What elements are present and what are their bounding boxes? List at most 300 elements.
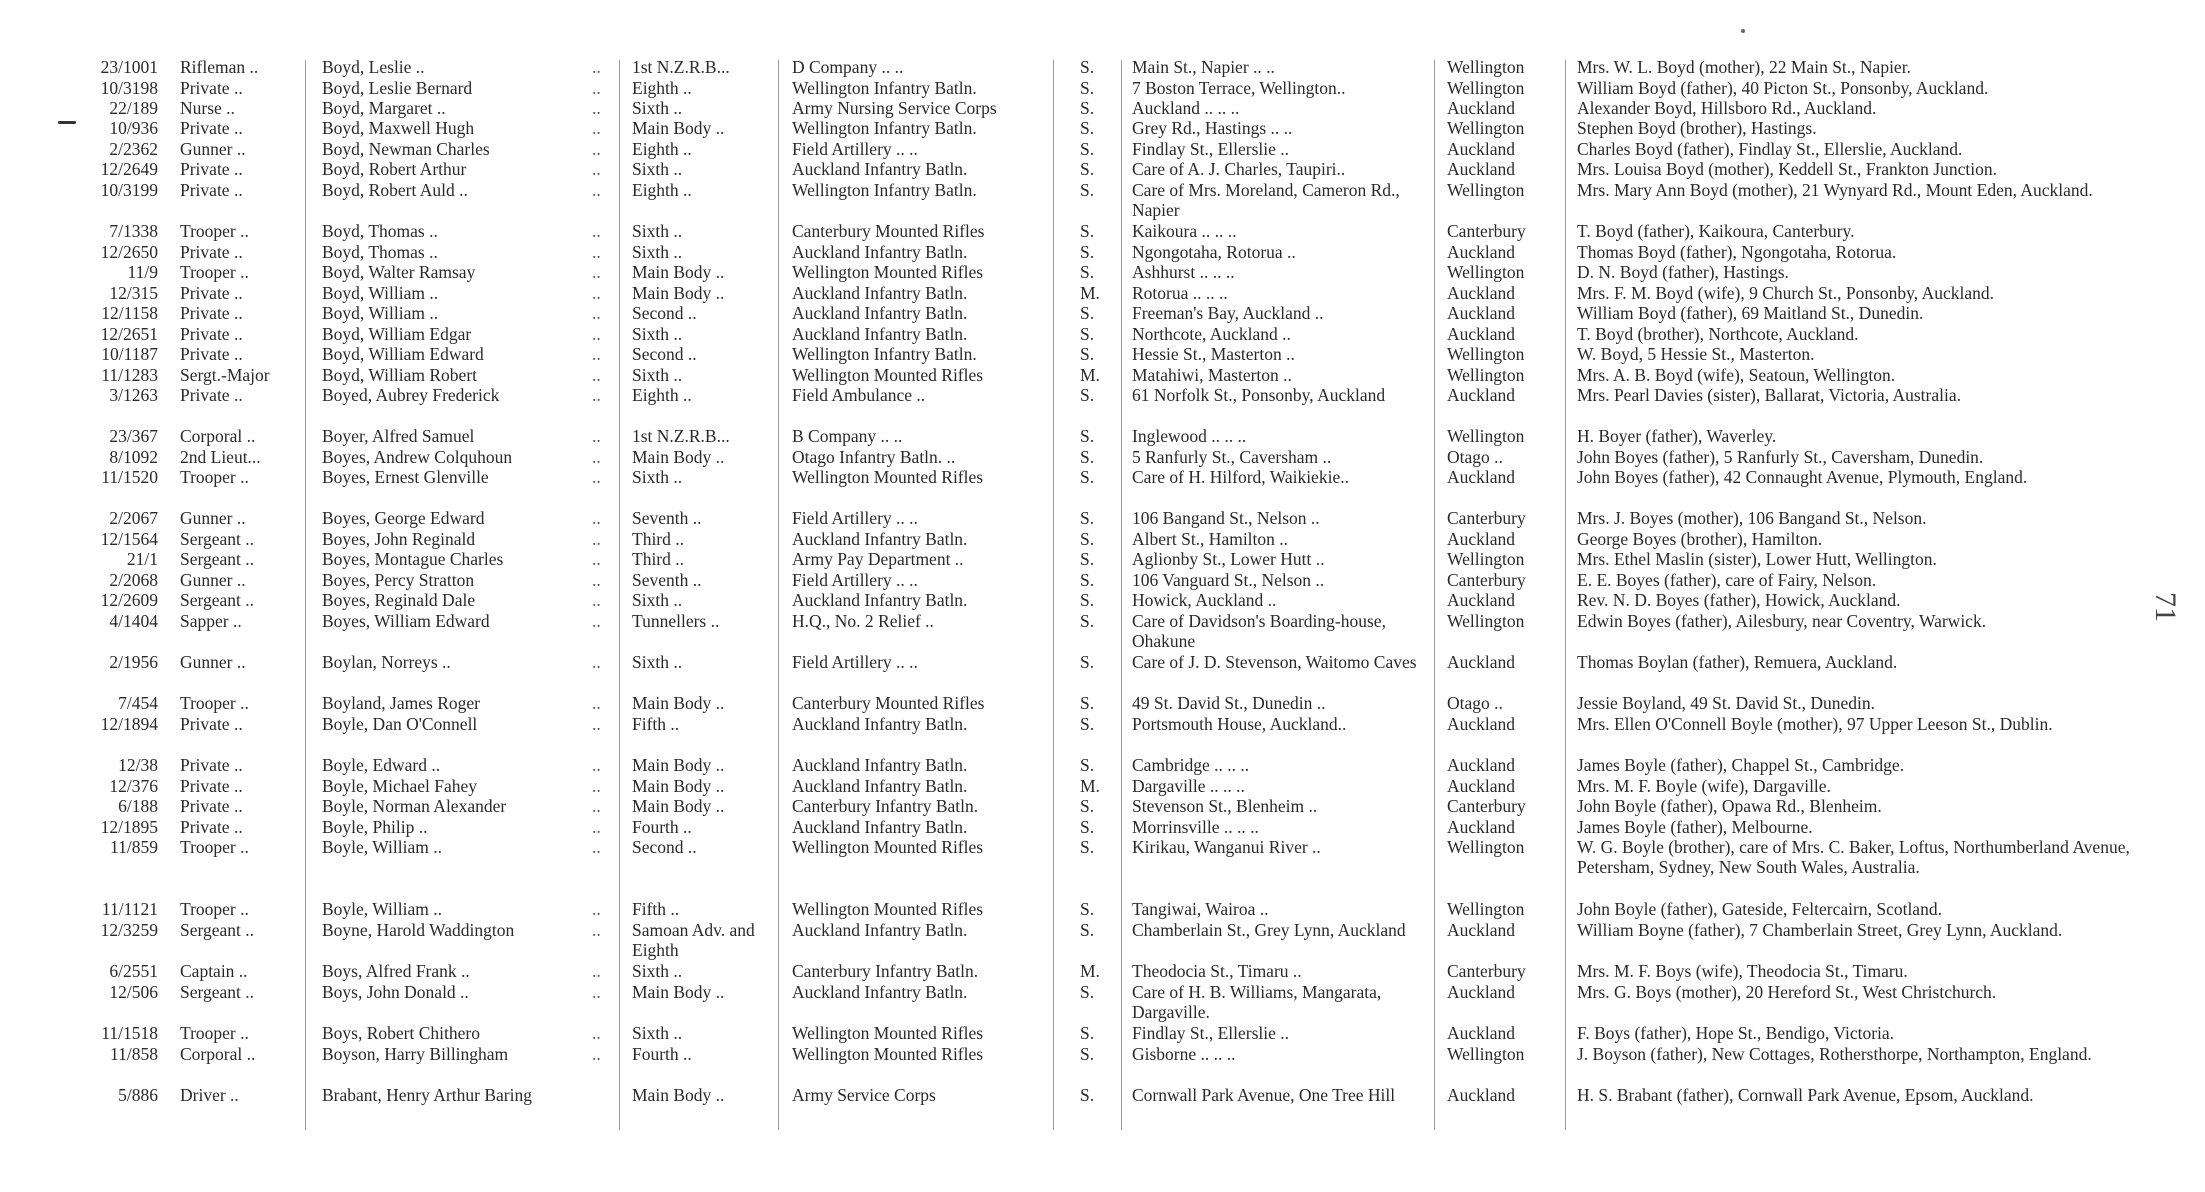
soldier-name: Boyle, Edward .. xyxy=(322,755,441,775)
district: Wellington xyxy=(1447,837,1525,857)
name-leader-dots: .. xyxy=(592,652,601,672)
district: Wellington xyxy=(1447,57,1525,77)
last-address: 5 Ranfurly St., Caversham .. xyxy=(1132,447,1332,467)
marital-status: M. xyxy=(1080,776,1100,796)
district: Canterbury xyxy=(1447,570,1526,590)
reinforcement: Main Body .. xyxy=(632,262,725,282)
rank: Trooper .. xyxy=(180,221,249,241)
rank: Private .. xyxy=(180,817,243,837)
regimental-number: 12/2649 xyxy=(100,159,158,179)
district: Canterbury xyxy=(1447,961,1526,981)
district: Auckland xyxy=(1447,817,1516,837)
last-address: Auckland .. .. .. xyxy=(1132,98,1240,118)
marital-status: S. xyxy=(1080,982,1095,1002)
last-address: Hessie St., Masterton .. xyxy=(1132,344,1295,364)
regimental-number: 6/2551 xyxy=(109,961,158,981)
unit: Wellington Mounted Rifles xyxy=(792,262,984,282)
reinforcement: Sixth .. xyxy=(632,98,683,118)
next-of-kin: William Boyd (father), 40 Picton St., Ponsonby, Auckland. xyxy=(1577,78,1989,98)
regimental-number: 12/315 xyxy=(109,283,158,303)
reinforcement: Main Body .. xyxy=(632,796,725,816)
reinforcement: Main Body .. xyxy=(632,982,725,1002)
next-of-kin: Mrs. Louisa Boyd (mother), Keddell St., Frankton Junction. xyxy=(1577,159,1997,179)
marital-status: S. xyxy=(1080,242,1095,262)
marital-status: S. xyxy=(1080,447,1095,467)
last-address: Cornwall Park Avenue, One Tree Hill xyxy=(1132,1085,1396,1105)
unit: Army Pay Department .. xyxy=(792,549,964,569)
unit: Otago Infantry Batln. .. xyxy=(792,447,956,467)
regimental-number: 11/1520 xyxy=(101,467,158,487)
district: Auckland xyxy=(1447,755,1516,775)
rank: Captain .. xyxy=(180,961,248,981)
next-of-kin: Jessie Boyland, 49 St. David St., Dunedin. xyxy=(1577,693,1875,713)
next-of-kin: Mrs. J. Boyes (mother), 106 Bangand St., Nelson. xyxy=(1577,508,1927,528)
soldier-name: Boyd, Leslie Bernard xyxy=(322,78,473,98)
next-of-kin: Mrs. A. B. Boyd (wife), Seatoun, Wellington. xyxy=(1577,365,1896,385)
next-of-kin: W. Boyd, 5 Hessie St., Masterton. xyxy=(1577,344,1815,364)
next-of-kin: T. Boyd (father), Kaikoura, Canterbury. xyxy=(1577,221,1855,241)
reinforcement: Eighth .. xyxy=(632,385,692,405)
regimental-number: 21/1 xyxy=(126,549,158,569)
last-address: Stevenson St., Blenheim .. xyxy=(1132,796,1318,816)
reinforcement: Eighth .. xyxy=(632,139,692,159)
name-leader-dots: .. xyxy=(592,776,601,796)
next-of-kin: Mrs. Pearl Davies (sister), Ballarat, Victoria, Australia. xyxy=(1577,385,1962,405)
reinforcement: Second .. xyxy=(632,837,697,857)
district: Auckland xyxy=(1447,1023,1516,1043)
rank: Rifleman .. xyxy=(180,57,259,77)
soldier-name: Boyle, William .. xyxy=(322,837,443,857)
unit: Auckland Infantry Batln. xyxy=(792,590,968,610)
unit: H.Q., No. 2 Relief .. xyxy=(792,611,934,631)
unit: Wellington Mounted Rifles xyxy=(792,1023,984,1043)
district: Otago .. xyxy=(1447,447,1503,467)
next-of-kin: H. Boyer (father), Waverley. xyxy=(1577,426,1777,446)
name-leader-dots: .. xyxy=(592,920,601,940)
soldier-name: Boyd, Walter Ramsay xyxy=(322,262,476,282)
next-of-kin: William Boyd (father), 69 Maitland St., Dunedin. xyxy=(1577,303,1924,323)
regimental-number: 12/38 xyxy=(118,755,158,775)
district: Wellington xyxy=(1447,262,1525,282)
soldier-name: Boyd, Robert Auld .. xyxy=(322,180,468,200)
last-address: Albert St., Hamilton .. xyxy=(1132,529,1289,549)
last-address: Inglewood .. .. .. xyxy=(1132,426,1247,446)
district: Auckland xyxy=(1447,467,1516,487)
name-leader-dots: .. xyxy=(592,221,601,241)
district: Wellington xyxy=(1447,549,1525,569)
marital-status: S. xyxy=(1080,159,1095,179)
regimental-number: 12/2609 xyxy=(100,590,158,610)
soldier-name: Boyd, William .. xyxy=(322,283,439,303)
soldier-name: Brabant, Henry Arthur Baring xyxy=(322,1085,532,1105)
reinforcement: Main Body .. xyxy=(632,755,725,775)
reinforcement: Sixth .. xyxy=(632,961,683,981)
soldier-name: Boyd, William Edgar xyxy=(322,324,472,344)
regimental-number: 10/3199 xyxy=(100,180,158,200)
unit: Canterbury Mounted Rifles xyxy=(792,693,985,713)
name-leader-dots: .. xyxy=(592,303,601,323)
soldier-name: Boyle, Philip .. xyxy=(322,817,428,837)
unit: Field Artillery .. .. xyxy=(792,139,918,159)
regimental-number: 12/1894 xyxy=(100,714,158,734)
soldier-name: Boyd, William .. xyxy=(322,303,439,323)
next-of-kin: Mrs. M. F. Boys (wife), Theodocia St., Timaru. xyxy=(1577,961,1908,981)
unit: Auckland Infantry Batln. xyxy=(792,755,968,775)
unit: Field Artillery .. .. xyxy=(792,508,918,528)
regimental-number: 23/367 xyxy=(109,426,158,446)
soldier-name: Boyle, Dan O'Connell xyxy=(322,714,478,734)
regimental-number: 4/1404 xyxy=(109,611,158,631)
soldier-name: Boyd, Thomas .. xyxy=(322,242,438,262)
rank: Private .. xyxy=(180,283,243,303)
unit: Army Service Corps xyxy=(792,1085,936,1105)
reinforcement: Fourth .. xyxy=(632,817,692,837)
district: Auckland xyxy=(1447,385,1516,405)
marital-status: S. xyxy=(1080,714,1095,734)
last-address: Freeman's Bay, Auckland .. xyxy=(1132,303,1324,323)
reinforcement: Second .. xyxy=(632,303,697,323)
regimental-number: 12/376 xyxy=(109,776,158,796)
regimental-number: 23/1001 xyxy=(100,57,158,77)
regimental-number: 7/1338 xyxy=(109,221,158,241)
rank: Sapper .. xyxy=(180,611,242,631)
reinforcement: Second .. xyxy=(632,344,697,364)
regimental-number: 12/1564 xyxy=(100,529,158,549)
soldier-name: Boyd, Newman Charles xyxy=(322,139,490,159)
next-of-kin: George Boyes (brother), Hamilton. xyxy=(1577,529,1823,549)
unit: B Company .. .. xyxy=(792,426,903,446)
marital-status: M. xyxy=(1080,283,1100,303)
next-of-kin: H. S. Brabant (father), Cornwall Park Avenue, Epsom, Auckland. xyxy=(1577,1085,2034,1105)
next-of-kin: James Boyle (father), Melbourne. xyxy=(1577,817,1813,837)
district: Wellington xyxy=(1447,426,1525,446)
reinforcement: Sixth .. xyxy=(632,221,683,241)
unit: Wellington Infantry Batln. xyxy=(792,344,977,364)
regimental-number: 10/936 xyxy=(109,118,158,138)
unit: Canterbury Infantry Batln. xyxy=(792,796,979,816)
unit: Auckland Infantry Batln. xyxy=(792,714,968,734)
next-of-kin: Mrs. Ethel Maslin (sister), Lower Hutt, Wellington. xyxy=(1577,549,1937,569)
regimental-number: 2/2067 xyxy=(109,508,158,528)
marital-status: S. xyxy=(1080,693,1095,713)
marital-status: S. xyxy=(1080,57,1095,77)
next-of-kin: Mrs. Ellen O'Connell Boyle (mother), 97 Upper Leeson St., Dublin. xyxy=(1577,714,2053,734)
last-address: Care of Mrs. Moreland, Cameron Rd., Napier xyxy=(1132,180,1400,220)
name-leader-dots: .. xyxy=(592,139,601,159)
rank: Trooper .. xyxy=(180,467,249,487)
reinforcement: Sixth .. xyxy=(632,652,683,672)
unit: Auckland Infantry Batln. xyxy=(792,283,968,303)
marital-status: S. xyxy=(1080,549,1095,569)
reinforcement: Sixth .. xyxy=(632,1023,683,1043)
name-leader-dots: .. xyxy=(592,693,601,713)
rank: Trooper .. xyxy=(180,899,249,919)
regimental-number: 12/2651 xyxy=(100,324,158,344)
soldier-name: Boyer, Alfred Samuel xyxy=(322,426,475,446)
next-of-kin: John Boyle (father), Opawa Rd., Blenheim. xyxy=(1577,796,1882,816)
marital-status: S. xyxy=(1080,899,1095,919)
name-leader-dots: .. xyxy=(592,242,601,262)
name-leader-dots: .. xyxy=(592,899,601,919)
unit: Field Artillery .. .. xyxy=(792,570,918,590)
district: Wellington xyxy=(1447,611,1525,631)
reinforcement: Fourth .. xyxy=(632,1044,692,1064)
unit: Wellington Mounted Rifles xyxy=(792,365,984,385)
name-leader-dots: .. xyxy=(592,508,601,528)
marital-status: S. xyxy=(1080,385,1095,405)
next-of-kin: Thomas Boyd (father), Ngongotaha, Rotorua. xyxy=(1577,242,1897,262)
marital-status: S. xyxy=(1080,837,1095,857)
regimental-number: 11/859 xyxy=(110,837,158,857)
unit: Wellington Mounted Rifles xyxy=(792,1044,984,1064)
reinforcement: 1st N.Z.R.B... xyxy=(632,57,730,77)
name-leader-dots: .. xyxy=(592,796,601,816)
soldier-name: Boylan, Norreys .. xyxy=(322,652,451,672)
unit: Auckland Infantry Batln. xyxy=(792,303,968,323)
marital-status: S. xyxy=(1080,570,1095,590)
soldier-name: Boyle, William .. xyxy=(322,899,443,919)
marital-status: S. xyxy=(1080,1085,1095,1105)
unit: Field Ambulance .. xyxy=(792,385,926,405)
regimental-number: 12/1895 xyxy=(100,817,158,837)
marital-status: S. xyxy=(1080,262,1095,282)
next-of-kin: Edwin Boyes (father), Ailesbury, near Coventry, Warwick. xyxy=(1577,611,1987,631)
soldier-name: Boyes, Montague Charles xyxy=(322,549,504,569)
last-address: Ashhurst .. .. .. xyxy=(1132,262,1235,282)
marital-status: S. xyxy=(1080,98,1095,118)
last-address: 106 Bangand St., Nelson .. xyxy=(1132,508,1320,528)
next-of-kin: John Boyle (father), Gateside, Feltercairn, Scotland. xyxy=(1577,899,1942,919)
name-leader-dots: .. xyxy=(592,180,601,200)
reinforcement: Seventh .. xyxy=(632,570,702,590)
district: Auckland xyxy=(1447,283,1516,303)
last-address: Tangiwai, Wairoa .. xyxy=(1132,899,1269,919)
soldier-name: Boyes, John Reginald xyxy=(322,529,476,549)
rank: 2nd Lieut... xyxy=(180,447,261,467)
marital-status: S. xyxy=(1080,611,1095,631)
district: Auckland xyxy=(1447,324,1516,344)
rank: Sergeant .. xyxy=(180,549,255,569)
soldier-name: Boyd, Leslie .. xyxy=(322,57,425,77)
regimental-number: 12/506 xyxy=(109,982,158,1002)
name-leader-dots: .. xyxy=(592,159,601,179)
next-of-kin: T. Boyd (brother), Northcote, Auckland. xyxy=(1577,324,1859,344)
next-of-kin: D. N. Boyd (father), Hastings. xyxy=(1577,262,1789,282)
next-of-kin: Mrs. F. M. Boyd (wife), 9 Church St., Ponsonby, Auckland. xyxy=(1577,283,1994,303)
rank: Private .. xyxy=(180,385,243,405)
last-address: Northcote, Auckland .. xyxy=(1132,324,1291,344)
marital-status: S. xyxy=(1080,139,1095,159)
regimental-number: 12/3259 xyxy=(100,920,158,940)
last-address: Main St., Napier .. .. xyxy=(1132,57,1275,77)
regimental-number: 10/3198 xyxy=(100,78,158,98)
marital-status: S. xyxy=(1080,324,1095,344)
last-address: Kaikoura .. .. .. xyxy=(1132,221,1237,241)
rank: Private .. xyxy=(180,159,243,179)
unit: Army Nursing Service Corps xyxy=(792,98,997,118)
district: Canterbury xyxy=(1447,796,1526,816)
district: Wellington xyxy=(1447,118,1525,138)
name-leader-dots: .. xyxy=(592,57,601,77)
reinforcement: Seventh .. xyxy=(632,508,702,528)
name-leader-dots: .. xyxy=(592,344,601,364)
unit: Auckland Infantry Batln. xyxy=(792,776,968,796)
soldier-name: Boyes, George Edward xyxy=(322,508,485,528)
regimental-number: 7/454 xyxy=(118,693,158,713)
regimental-number: 2/2068 xyxy=(109,570,158,590)
name-leader-dots: .. xyxy=(592,755,601,775)
unit: Wellington Infantry Batln. xyxy=(792,118,977,138)
marital-status: S. xyxy=(1080,796,1095,816)
district: Wellington xyxy=(1447,180,1525,200)
name-leader-dots: .. xyxy=(592,426,601,446)
marital-status: S. xyxy=(1080,118,1095,138)
next-of-kin: Mrs. M. F. Boyle (wife), Dargaville. xyxy=(1577,776,1831,796)
reinforcement: Main Body .. xyxy=(632,776,725,796)
regimental-number: 11/858 xyxy=(110,1044,158,1064)
page-number: 71 xyxy=(2149,592,2182,622)
soldier-name: Boyd, Thomas .. xyxy=(322,221,438,241)
last-address: Care of Davidson's Boarding-house, Ohakune xyxy=(1132,611,1386,651)
last-address: Care of J. D. Stevenson, Waitomo Caves xyxy=(1132,652,1417,672)
district: Auckland xyxy=(1447,98,1516,118)
next-of-kin: James Boyle (father), Chappel St., Cambridge. xyxy=(1577,755,1905,775)
last-address: Ngongotaha, Rotorua .. xyxy=(1132,242,1296,262)
unit: Wellington Mounted Rifles xyxy=(792,837,984,857)
soldier-name: Boyd, William Edward xyxy=(322,344,484,364)
reinforcement: Main Body .. xyxy=(632,693,725,713)
unit: Auckland Infantry Batln. xyxy=(792,529,968,549)
last-address: Cambridge .. .. .. xyxy=(1132,755,1250,775)
reinforcement: Main Body .. xyxy=(632,1085,725,1105)
last-address: Aglionby St., Lower Hutt .. xyxy=(1132,549,1325,569)
unit: Field Artillery .. .. xyxy=(792,652,918,672)
marital-status: S. xyxy=(1080,920,1095,940)
reinforcement: Main Body .. xyxy=(632,447,725,467)
reinforcement: Sixth .. xyxy=(632,467,683,487)
last-address: Rotorua .. .. .. xyxy=(1132,283,1228,303)
reinforcement: Eighth .. xyxy=(632,180,692,200)
unit: Auckland Infantry Batln. xyxy=(792,159,968,179)
regimental-number: 8/1092 xyxy=(109,447,158,467)
rank: Sergeant .. xyxy=(180,529,255,549)
rank: Private .. xyxy=(180,180,243,200)
district: Auckland xyxy=(1447,242,1516,262)
district: Wellington xyxy=(1447,899,1525,919)
soldier-name: Boyes, Percy Stratton xyxy=(322,570,475,590)
rank: Private .. xyxy=(180,755,243,775)
rank: Private .. xyxy=(180,118,243,138)
name-leader-dots: .. xyxy=(592,365,601,385)
marital-status: M. xyxy=(1080,961,1100,981)
last-address: Care of H. Hilford, Waikiekie.. xyxy=(1132,467,1349,487)
rank: Private .. xyxy=(180,796,243,816)
marital-status: S. xyxy=(1080,1023,1095,1043)
rank: Private .. xyxy=(180,776,243,796)
reinforcement: Samoan Adv. and Eighth xyxy=(632,920,755,960)
next-of-kin: Mrs. G. Boys (mother), 20 Hereford St., West Christchurch. xyxy=(1577,982,1997,1002)
rank: Private .. xyxy=(180,303,243,323)
reinforcement: Eighth .. xyxy=(632,78,692,98)
name-leader-dots: .. xyxy=(592,837,601,857)
district: Wellington xyxy=(1447,78,1525,98)
district: Canterbury xyxy=(1447,508,1526,528)
soldier-name: Boyes, Reginald Dale xyxy=(322,590,476,610)
last-address: Portsmouth House, Auckland.. xyxy=(1132,714,1347,734)
unit: Wellington Mounted Rifles xyxy=(792,899,984,919)
district: Auckland xyxy=(1447,1085,1516,1105)
district: Auckland xyxy=(1447,529,1516,549)
next-of-kin: John Boyes (father), 42 Connaught Avenue, Plymouth, England. xyxy=(1577,467,2028,487)
rank: Private .. xyxy=(180,714,243,734)
unit: Auckland Infantry Batln. xyxy=(792,817,968,837)
soldier-name: Boys, Alfred Frank .. xyxy=(322,961,470,981)
unit: Auckland Infantry Batln. xyxy=(792,324,968,344)
regimental-number: 6/188 xyxy=(118,796,158,816)
soldier-name: Boyes, Ernest Glenville xyxy=(322,467,489,487)
last-address: Care of A. J. Charles, Taupiri.. xyxy=(1132,159,1346,179)
next-of-kin: Charles Boyd (father), Findlay St., Ellerslie, Auckland. xyxy=(1577,139,1963,159)
unit: Canterbury Infantry Batln. xyxy=(792,961,979,981)
rank: Trooper .. xyxy=(180,837,249,857)
next-of-kin: Mrs. W. L. Boyd (mother), 22 Main St., Napier. xyxy=(1577,57,1911,77)
regimental-number: 10/1187 xyxy=(101,344,158,364)
soldier-name: Boyed, Aubrey Frederick xyxy=(322,385,500,405)
rank: Sergeant .. xyxy=(180,920,255,940)
reinforcement: Main Body .. xyxy=(632,118,725,138)
marital-status: S. xyxy=(1080,467,1095,487)
last-address: Dargaville .. .. .. xyxy=(1132,776,1245,796)
soldier-name: Boyland, James Roger xyxy=(322,693,480,713)
last-address: Findlay St., Ellerslie .. xyxy=(1132,139,1290,159)
unit: Auckland Infantry Batln. xyxy=(792,920,968,940)
name-leader-dots: .. xyxy=(592,982,601,1002)
name-leader-dots: .. xyxy=(592,78,601,98)
district: Wellington xyxy=(1447,344,1525,364)
next-of-kin: John Boyes (father), 5 Ranfurly St., Caversham, Dunedin. xyxy=(1577,447,1984,467)
unit: Wellington Mounted Rifles xyxy=(792,467,984,487)
unit: Canterbury Mounted Rifles xyxy=(792,221,985,241)
rank: Gunner .. xyxy=(180,139,246,159)
rank: Gunner .. xyxy=(180,508,246,528)
marital-status: S. xyxy=(1080,590,1095,610)
soldier-name: Boyes, Andrew Colquhoun xyxy=(322,447,513,467)
marital-status: S. xyxy=(1080,652,1095,672)
rank: Private .. xyxy=(180,344,243,364)
name-leader-dots: .. xyxy=(592,590,601,610)
soldier-name: Boyd, Robert Arthur xyxy=(322,159,467,179)
marital-status: S. xyxy=(1080,426,1095,446)
regimental-number: 11/9 xyxy=(127,262,158,282)
district: Auckland xyxy=(1447,714,1516,734)
reinforcement: Sixth .. xyxy=(632,324,683,344)
rank: Private .. xyxy=(180,78,243,98)
soldier-name: Boys, Robert Chithero xyxy=(322,1023,480,1043)
name-leader-dots: .. xyxy=(592,98,601,118)
last-address: Chamberlain St., Grey Lynn, Auckland xyxy=(1132,920,1406,940)
last-address: Morrinsville .. .. .. xyxy=(1132,817,1259,837)
name-leader-dots: .. xyxy=(592,447,601,467)
name-leader-dots: .. xyxy=(592,549,601,569)
marital-status: S. xyxy=(1080,78,1095,98)
district: Auckland xyxy=(1447,590,1516,610)
district: Otago .. xyxy=(1447,693,1503,713)
name-leader-dots: .. xyxy=(592,570,601,590)
name-leader-dots: .. xyxy=(592,118,601,138)
reinforcement: Fifth .. xyxy=(632,714,680,734)
regimental-number: 5/886 xyxy=(118,1085,158,1105)
reinforcement: Sixth .. xyxy=(632,242,683,262)
